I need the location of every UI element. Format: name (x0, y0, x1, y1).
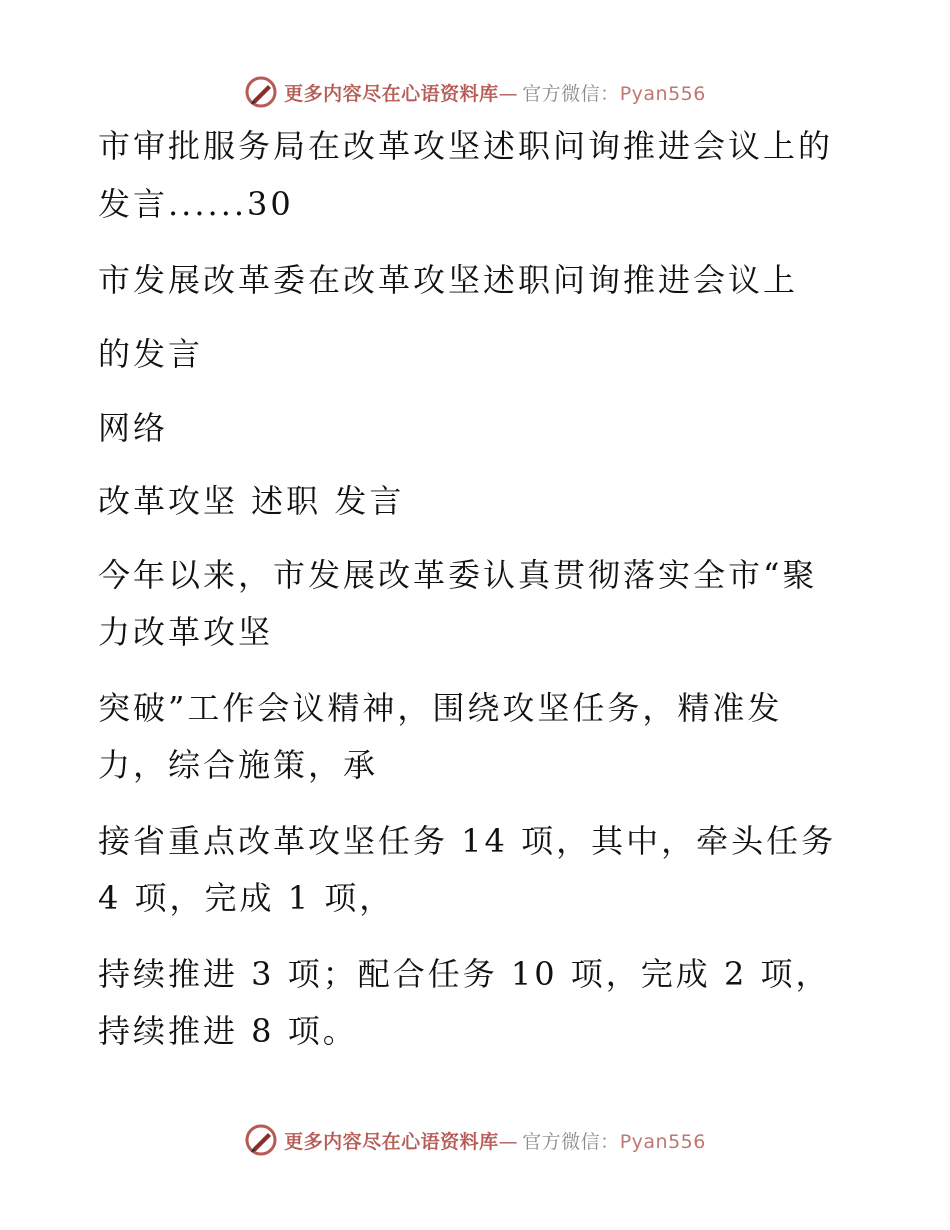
watermark-official-label: 官方微信： (522, 1130, 620, 1153)
text-line: 接省重点改革攻坚任务 14 项，其中，牵头任务 (98, 822, 837, 860)
watermark-brand: 更多内容尽在心语资料库 (284, 1130, 499, 1153)
text-line: 持续推进 8 项。 (98, 1012, 358, 1050)
text-line: 市审批服务局在改革攻坚述职问询推进会议上的 (98, 127, 834, 165)
watermark-official-label: 官方微信： (522, 82, 620, 105)
text-line: 今年以来，市发展改革委认真贯彻落实全市“聚 (98, 556, 818, 594)
watermark-wechat-id: Pyan556 (619, 1130, 706, 1153)
watermark-dash: — (498, 1130, 519, 1153)
text-line: 改革攻坚 述职 发言 (98, 482, 405, 520)
text-line: 持续推进 3 项；配合任务 10 项，完成 2 项， (98, 955, 831, 993)
text-line: 市发展改革委在改革攻坚述职问询推进会议上 (98, 261, 799, 299)
watermark-footer (0, 1120, 950, 1160)
text-line: 力改革攻坚 (98, 613, 274, 651)
text-line: 突破”工作会议精神，围绕攻坚任务，精准发 (98, 689, 783, 727)
text-line: 力，综合施策，承 (98, 746, 379, 784)
watermark-text (284, 1127, 706, 1154)
text-line: 发言......30 (98, 185, 294, 223)
watermark-wechat-id: Pyan556 (619, 82, 706, 105)
watermark-brand: 更多内容尽在心语资料库 (284, 82, 499, 105)
pen-logo-icon (244, 1123, 278, 1157)
text-line: 的发言 (98, 335, 204, 373)
text-line: 网络 (98, 409, 169, 447)
watermark-dash: — (498, 82, 519, 105)
text-line: 4 项，完成 1 项， (98, 879, 395, 917)
